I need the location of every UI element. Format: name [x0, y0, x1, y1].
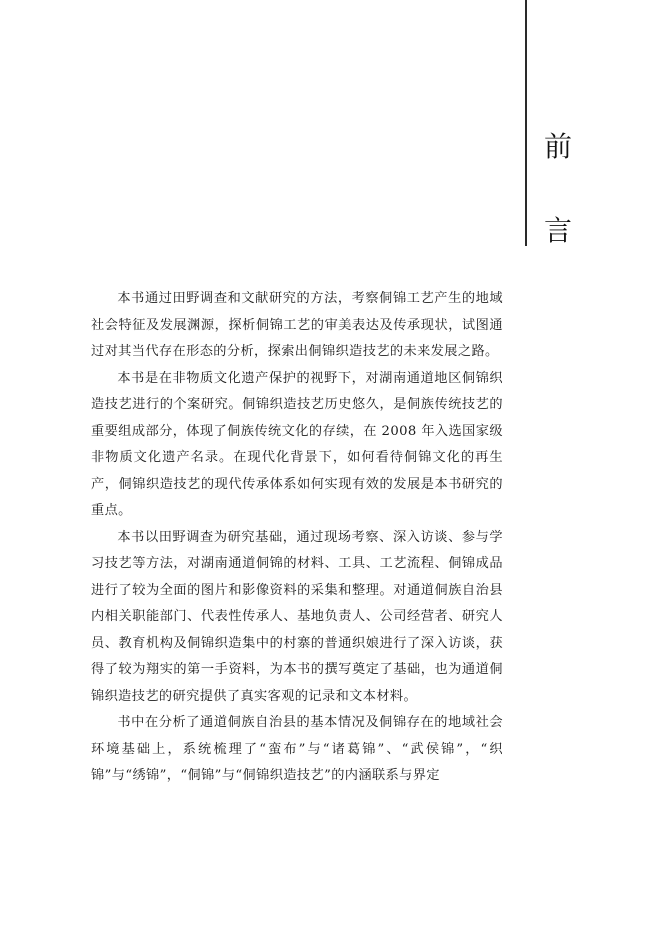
chapter-heading-char-1: 前	[543, 130, 572, 163]
paragraph-4: 书中在分析了通道侗族自治县的基本情况及侗锦存在的地域社会环境基础上，系统梳理了“蛮布”与“诸葛锦”、“武侯锦”，“织锦”与“绣锦”，“侗锦”与“侗锦织造技艺”的内涵联系与界定	[91, 715, 503, 783]
paragraph-2: 本书是在非物质文化遗产保护的视野下，对湖南通道地区侗锦织造技艺进行的个案研究。侗锦织造技艺历史悠久，是侗族传统技艺的重要组成部分，体现了侗族传统文化的存续，在 2008 年入选国家级非物质文化遗产名录。在现代化背景下，如何看待侗锦文化的再生产，侗锦织造技艺的现代传承体系如何实现有效的发展是本书研究的重点。	[91, 370, 503, 518]
chapter-heading-char-2: 言	[543, 214, 572, 247]
paragraph-3: 本书以田野调查为研究基础，通过现场考察、深入访谈、参与学习技艺等方法，对湖南通道侗锦的材料、工具、工艺流程、侗锦成品进行了较为全面的图片和影像资料的采集和整理。对通道侗族自治县内相关职能部门、代表性传承人、基地负责人、公司经营者、研究人员、教育机构及侗锦织造集中的村寨的普通织娘进行了深入访谈，获得了较为翔实的第一手资料，为本书的撰写奠定了基础，也为通道侗锦织造技艺的研究提供了真实客观的记录和文本材料。	[91, 529, 503, 704]
body-text	[91, 286, 503, 790]
heading-divider-line	[525, 0, 527, 246]
paragraph-1: 本书通过田野调查和文献研究的方法，考察侗锦工艺产生的地域社会特征及发展渊源，探析侗锦工艺的审美表达及传承现状，试图通过对其当代存在形态的分析，探索出侗锦织造技艺的未来发展之路。	[91, 291, 503, 359]
